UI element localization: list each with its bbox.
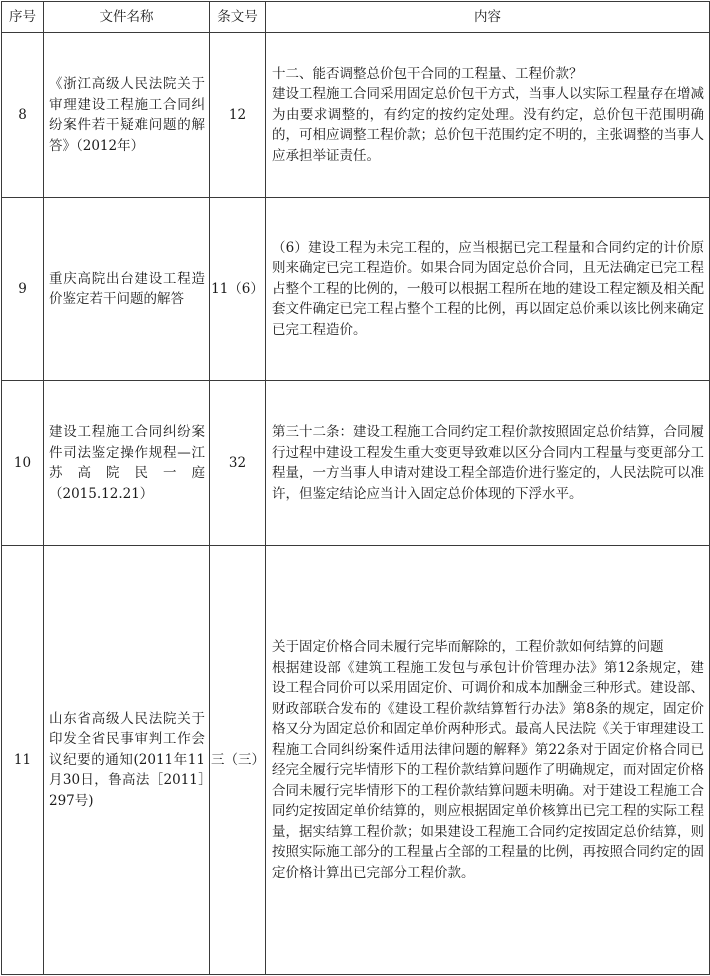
content-paragraph: 关于固定价格合同未履行完毕而解除的，工程价款如何结算的问题 [272,639,664,655]
content-paragraph: 十二、能否调整总价包干合同的工程量、工程价款？ [272,65,583,82]
header-no: 序号 [2,2,44,33]
row-number: 9 [2,198,44,381]
regulation-table [1,1,710,975]
header-article: 条文号 [210,2,266,33]
header-row [2,2,710,33]
article-number: 32 [210,381,266,546]
document-name: 建设工程施工合同纠纷案件司法鉴定操作规程—江苏高院民一庭（2015.12.21） [44,381,210,546]
content-paragraph: 根据建设部《建筑工程施工发包与承包计价管理办法》第12条规定，建设工程合同价可以采用固定价、可调价和成本加酬金三种形式。建设部、财政部联合发布的《建设工程价款结算暂行办法》第8条的规定，固定价格又分为固定总价和固定单价两种形式。最高人民法院《关于审理建设工程施工合同纠纷案件适用法律问题的解释》第22条对于固定价格合同已经完全履行完毕情形下的工程价款结算问题作了明确规定，而对固定价格合同未履行完毕情形下的工程价款结算问题未明确。对于建设工程施工合同约定按固定单价结算的，则应根据固定单价核算出已完工程的实际工程量，据实结算工程价款；如果建设工程施工合同约定按固定总价结算，则按照实际施工部分的工程量占全部的工程量的比例，再按照合同约定的固定价格计算出已完部分工程价款。 [272,659,704,881]
article-number: 12 [210,33,266,198]
table-row [2,381,710,546]
row-number: 11 [2,546,44,975]
document-name: 重庆高院出台建设工程造价鉴定若干问题的解答 [44,198,210,381]
content-paragraph: （6）建设工程为未完工程的，应当根据已完工程量和合同约定的计价原则来确定已完工程造价。如果合同为固定总价合同，且无法确定已完工程占整个工程的比例的，一般可以根据工程所在地的建设工程定额及相关配套文件确定已完工程占整个工程的比例，再以固定总价乘以该比例来确定已完工程造价。 [272,239,704,338]
article-number: 三（三） [210,546,266,975]
article-number: 11（6） [210,198,266,381]
content-cell [266,198,710,381]
content-paragraph: 第三十二条：建设工程施工合同约定工程价款按照固定总价结算，合同履行过程中建设工程发生重大变更导致难以区分合同内工程量与变更部分工程量，一方当事人申请对建设工程全部造价进行鉴定的，人民法院可以准许，但鉴定结论应当计入固定总价体现的下浮水平。 [272,424,704,502]
table-row [2,198,710,381]
document-name: 山东省高级人民法院关于印发全省民事审判工作会议纪要的通知(2011年11月30日，鲁高法［2011］297号) [44,546,210,975]
row-number: 8 [2,33,44,198]
content-paragraph: 建设工程施工合同采用固定总价包干方式，当事人以实际工程量存在增减为由要求调整的，有约定的按约定处理。没有约定，总价包干范围明确的，可相应调整工程价款；总价包干范围约定不明的，主张调整的当事人应承担举证责任。 [272,86,704,164]
header-content: 内容 [266,2,710,33]
table-row [2,546,710,975]
header-name: 文件名称 [44,2,210,33]
content-cell [266,33,710,198]
content-cell [266,381,710,546]
document-name: 《浙江高级人民法院关于审理建设工程施工合同纠纷案件若干疑难问题的解答》（2012年） [44,33,210,198]
content-cell [266,546,710,975]
row-number: 10 [2,381,44,546]
table-row [2,33,710,198]
